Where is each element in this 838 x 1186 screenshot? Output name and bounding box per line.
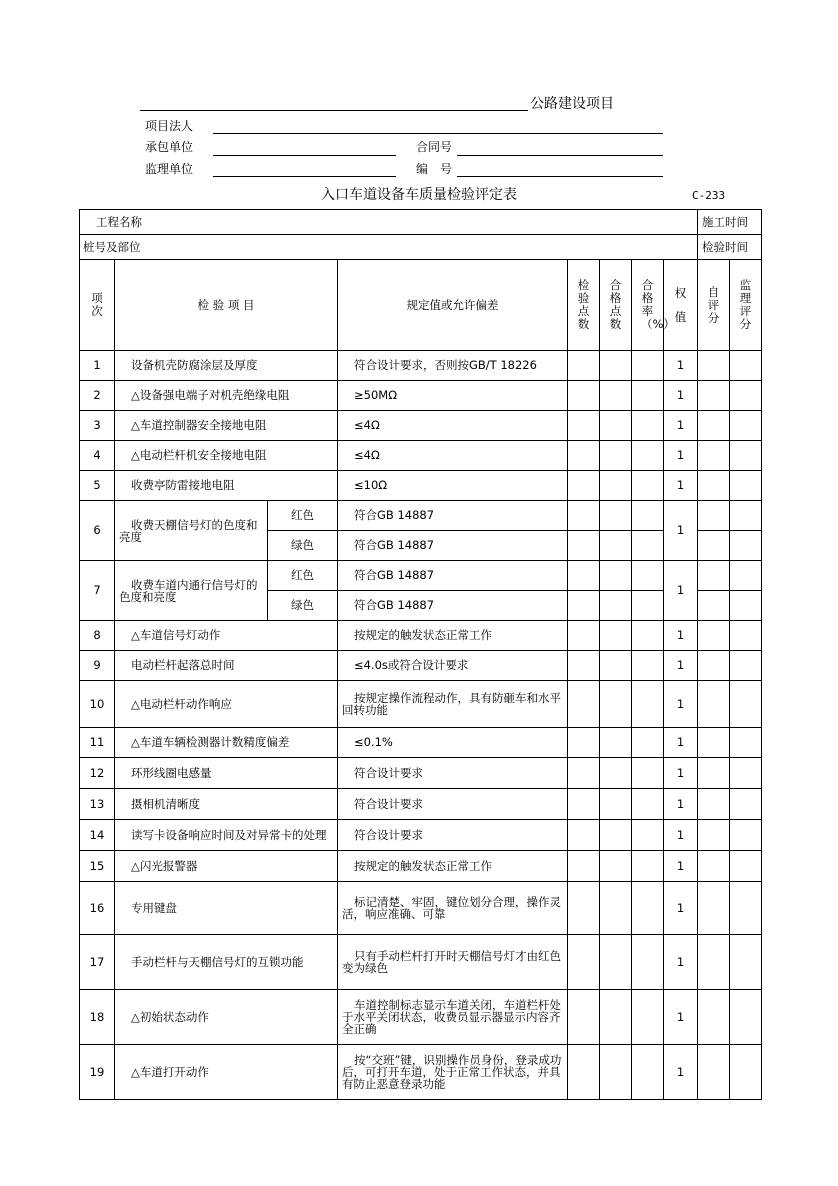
row-std: ≤4Ω <box>338 441 568 471</box>
row-std: 符合GB 14887 <box>338 561 568 591</box>
row-item: 电动栏杆起落总时间 <box>115 651 338 681</box>
col-header-qualified: 合格点数 <box>600 260 632 351</box>
row-sub-color: 绿色 <box>268 591 338 621</box>
inspection-time-label: 检验时间 <box>698 235 762 260</box>
row-weight: 1 <box>664 851 698 882</box>
row-std: 按“交班”键，识别操作员身份，登录成功后，可打开车道，处于正常工作状态，并具有防止恶意登录功能 <box>338 1045 568 1100</box>
row-no: 4 <box>80 441 115 471</box>
col-header-weight: 权值 <box>664 260 698 351</box>
row-item: 环形线圈电感量 <box>115 758 338 789</box>
row-std: ≥50MΩ <box>338 381 568 411</box>
row-std: ≤10Ω <box>338 471 568 501</box>
contractor-underline <box>213 155 396 156</box>
row-no: 17 <box>80 935 115 990</box>
col-header-self-score: 自评分 <box>698 260 730 351</box>
row-item: △车道打开动作 <box>115 1045 338 1100</box>
row-std: 只有手动栏杆打开时天棚信号灯才由红色变为绿色 <box>338 935 568 990</box>
row-item: △设备强电端子对机壳绝缘电阻 <box>115 381 338 411</box>
row-no: 19 <box>80 1045 115 1100</box>
table-row <box>80 1045 762 1100</box>
table-row <box>80 651 762 681</box>
form-code: C-233 <box>692 189 726 202</box>
row-weight: 1 <box>664 681 698 728</box>
table-row <box>80 728 762 758</box>
legal-person-underline <box>213 133 663 134</box>
row-no: 9 <box>80 651 115 681</box>
row-no: 12 <box>80 758 115 789</box>
table-row <box>80 851 762 882</box>
row-weight: 1 <box>664 935 698 990</box>
row-item: 收费车道内通行信号灯的色度和亮度 <box>115 561 268 621</box>
row-std: ≤4.0s或符合设计要求 <box>338 651 568 681</box>
row-weight: 1 <box>664 621 698 651</box>
row-std: ≤0.1% <box>338 728 568 758</box>
row-no: 3 <box>80 411 115 441</box>
row-item: 收费天棚信号灯的色度和亮度 <box>115 501 268 561</box>
table-row <box>80 758 762 789</box>
contract-no-underline <box>457 155 663 156</box>
row-item: 专用键盘 <box>115 882 338 935</box>
row-weight: 1 <box>664 381 698 411</box>
supervisor-underline <box>213 176 396 177</box>
table-row <box>80 882 762 935</box>
table-row <box>80 990 762 1045</box>
contract-no-label: 合同号 <box>416 140 453 154</box>
row-weight: 1 <box>664 728 698 758</box>
row-weight: 1 <box>664 351 698 381</box>
row-sub-color: 红色 <box>268 561 338 591</box>
table-row <box>80 935 762 990</box>
contractor-label: 承包单位 <box>145 140 194 154</box>
row-no: 5 <box>80 471 115 501</box>
serial-no-label: 编 号 <box>416 162 453 176</box>
table-row <box>80 381 762 411</box>
row-no: 8 <box>80 621 115 651</box>
row-no: 13 <box>80 789 115 820</box>
row-item: △车道信号灯动作 <box>115 621 338 651</box>
row-std: 标记清楚、牢固，键位划分合理，操作灵活，响应准确、可靠 <box>338 882 568 935</box>
row-std: 符合设计要求 <box>338 758 568 789</box>
row-no: 16 <box>80 882 115 935</box>
row-no: 15 <box>80 851 115 882</box>
supervisor-label: 监理单位 <box>145 162 194 176</box>
table-row <box>80 621 762 651</box>
row-weight: 1 <box>664 758 698 789</box>
row-item: 读写卡设备响应时间及对异常卡的处理 <box>115 820 338 851</box>
project-name-row <box>80 210 762 235</box>
col-header-rate: 合格率（%） <box>632 260 664 351</box>
row-weight: 1 <box>664 471 698 501</box>
row-std: 符合GB 14887 <box>338 591 568 621</box>
row-weight: 1 <box>664 441 698 471</box>
column-header-row <box>80 260 762 351</box>
row-item: △车道车辆检测器计数精度偏差 <box>115 728 338 758</box>
table-row <box>80 561 762 591</box>
row-std: 按规定的触发状态正常工作 <box>338 851 568 882</box>
row-sub-color: 绿色 <box>268 531 338 561</box>
row-std: 符合设计要求，否则按GB/T 18226 <box>338 351 568 381</box>
row-weight: 1 <box>664 561 698 621</box>
row-item: △电动栏杆动作响应 <box>115 681 338 728</box>
row-item: △闪光报警器 <box>115 851 338 882</box>
row-std: 符合设计要求 <box>338 789 568 820</box>
col-header-points: 检验点数 <box>568 260 600 351</box>
row-no: 1 <box>80 351 115 381</box>
row-std: 按规定的触发状态正常工作 <box>338 621 568 651</box>
row-item: △初始状态动作 <box>115 990 338 1045</box>
col-header-supervisor-score: 监理评分 <box>730 260 762 351</box>
row-weight: 1 <box>664 651 698 681</box>
project-name-underline <box>140 110 528 111</box>
row-weight: 1 <box>664 501 698 561</box>
location-label: 桩号及部位 <box>80 235 698 260</box>
row-item: 手动栏杆与天棚信号灯的互锁功能 <box>115 935 338 990</box>
row-sub-color: 红色 <box>268 501 338 531</box>
row-weight: 1 <box>664 882 698 935</box>
row-weight: 1 <box>664 1045 698 1100</box>
row-no: 11 <box>80 728 115 758</box>
row-item: 收费亭防雷接地电阻 <box>115 471 338 501</box>
row-no: 6 <box>80 501 115 561</box>
row-item: △车道控制器安全接地电阻 <box>115 411 338 441</box>
row-std: ≤4Ω <box>338 411 568 441</box>
col-header-item: 检 验 项 目 <box>115 260 338 351</box>
col-header-seq: 项次 <box>80 260 115 351</box>
table-row <box>80 789 762 820</box>
form-title: 入口车道设备车质量检验评定表 <box>321 187 517 203</box>
location-row <box>80 235 762 260</box>
row-item: △电动栏杆机安全接地电阻 <box>115 441 338 471</box>
table-row <box>80 351 762 381</box>
row-item: 设备机壳防腐涂层及厚度 <box>115 351 338 381</box>
row-std: 符合GB 14887 <box>338 501 568 531</box>
table-row <box>80 441 762 471</box>
project-suffix: 公路建设项目 <box>530 96 614 112</box>
row-weight: 1 <box>664 820 698 851</box>
table-row <box>80 411 762 441</box>
table-row <box>80 820 762 851</box>
row-weight: 1 <box>664 411 698 441</box>
row-std: 符合GB 14887 <box>338 531 568 561</box>
row-weight: 1 <box>664 990 698 1045</box>
row-std: 车道控制标志显示车道关闭，车道栏杆处于水平关闭状态，收费员显示器显示内容齐全正确 <box>338 990 568 1045</box>
row-no: 7 <box>80 561 115 621</box>
row-no: 2 <box>80 381 115 411</box>
table-row <box>80 471 762 501</box>
row-std: 按规定操作流程动作，具有防砸车和水平回转功能 <box>338 681 568 728</box>
serial-no-underline <box>457 176 663 177</box>
row-no: 10 <box>80 681 115 728</box>
row-no: 18 <box>80 990 115 1045</box>
row-weight: 1 <box>664 789 698 820</box>
construction-time-label: 施工时间 <box>698 210 762 235</box>
row-std: 符合设计要求 <box>338 820 568 851</box>
row-no: 14 <box>80 820 115 851</box>
project-name-label: 工程名称 <box>80 210 698 235</box>
inspection-table <box>79 209 762 1100</box>
table-row <box>80 501 762 531</box>
col-header-standard: 规定值或允许偏差 <box>338 260 568 351</box>
table-row <box>80 681 762 728</box>
row-item: 摄相机清晰度 <box>115 789 338 820</box>
legal-person-label: 项目法人 <box>145 119 194 133</box>
